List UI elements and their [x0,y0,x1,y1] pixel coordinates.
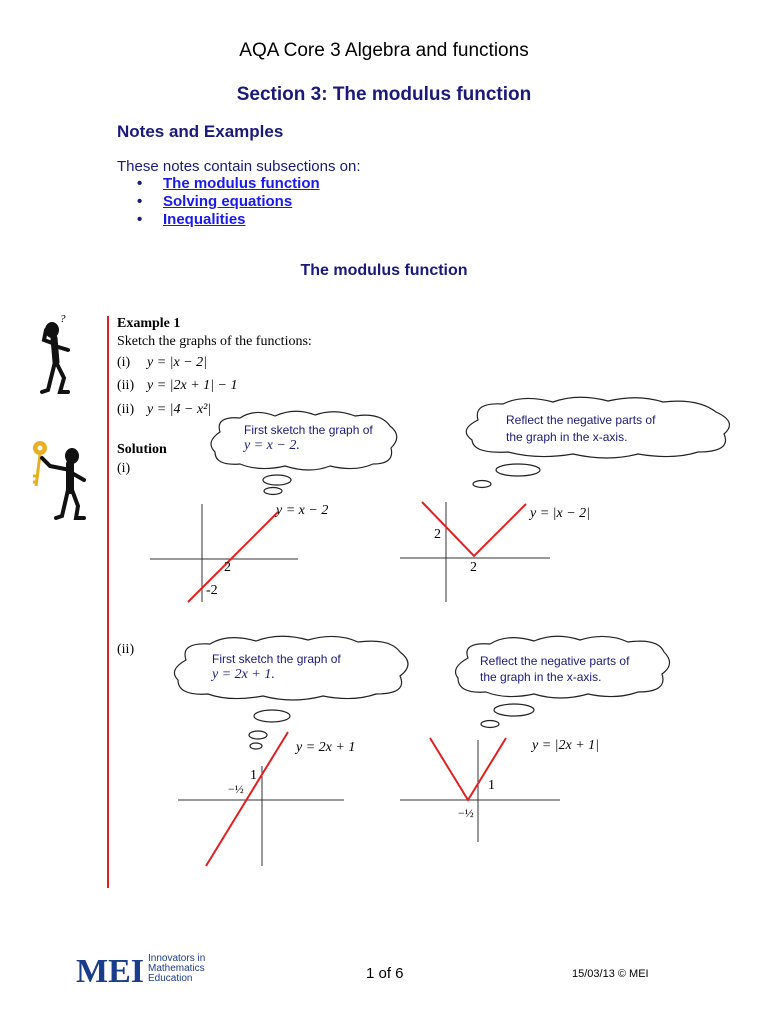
part-expression: y = |x − 2| [147,355,208,370]
toc-item[interactable] [163,175,320,193]
part-row [117,355,207,371]
svg-text:?: ? [60,313,66,325]
part-label: (ii) [117,402,135,417]
logo-tagline-line: Innovators in [148,953,206,964]
example-intro: Sketch the graphs of the functions: [117,334,312,349]
margin-rule [107,316,109,888]
thinking-figure-icon [34,312,86,396]
graph-3-x-intercept: −½ [228,782,244,796]
part-label: (i) [117,355,131,370]
solution-heading: Solution [117,442,167,457]
cloud-2-line-1: Reflect the negative parts of [506,413,656,427]
mei-logo [76,952,146,986]
toc-item[interactable] [163,211,320,229]
graph-4-x-intercept: −½ [458,806,474,820]
part-label: (ii) [117,378,135,393]
graph-3-label: y = 2x + 1 [296,740,356,755]
toc-link-modulus[interactable]: The modulus function [163,175,320,192]
graph-2-y-intercept: 2 [434,527,441,542]
line-y-equals-2x-plus-1 [206,732,288,866]
logo-tagline-line: Education [148,973,193,984]
solution-part-ii-label: (ii) [117,642,135,657]
footer-date: 15/03/13 © MEI [572,968,649,980]
cloud-1-line-2: y = x − 2. [244,438,300,453]
toc-link-inequalities[interactable]: Inequalities [163,211,246,228]
table-of-contents [117,175,320,229]
part-row [117,402,211,418]
key-figure-icon [28,436,92,520]
thought-cloud-2 [458,396,742,492]
cloud-4-line-2: the graph in the x-axis. [480,670,602,684]
logo-letters: MEI [76,953,144,986]
subsection-title: The modulus function [300,262,468,279]
toc-link-equations[interactable]: Solving equations [163,193,293,210]
graph-3-y-intercept: 1 [250,768,257,783]
graph-1-x-intercept: 2 [224,560,231,575]
notes-heading: Notes and Examples [117,122,284,141]
intro-text: These notes contain subsections on: [117,158,361,175]
part-row [117,378,237,394]
page-number: 1 of 6 [366,965,404,982]
example-title: Example 1 [117,316,181,331]
logo-tagline [148,954,205,984]
graph-1-label: y = x − 2 [276,503,329,518]
cloud-2-line-2: the graph in the x-axis. [506,430,628,444]
section-title: Section 3: The modulus function [236,84,532,105]
document-title: AQA Core 3 Algebra and functions [239,40,529,61]
part-expression: y = |4 − x²| [147,402,212,417]
logo-tagline-line: Mathematics [148,963,205,974]
part-expression: y = |2x + 1| − 1 [147,378,238,393]
graph-2-label: y = |x − 2| [530,506,591,521]
graph-1-y-intercept: -2 [206,583,218,598]
cloud-1-line-1: First sketch the graph of [244,423,373,437]
toc-item[interactable] [163,193,320,211]
cloud-3-line-1: First sketch the graph of [212,652,341,666]
graph-2-x-intercept: 2 [470,560,477,575]
solution-part-i-label: (i) [117,461,131,476]
graph-4-label: y = |2x + 1| [532,738,600,753]
graph-4-y-intercept: 1 [488,778,495,793]
cloud-4-line-1: Reflect the negative parts of [480,654,630,668]
cloud-3-line-2: y = 2x + 1. [212,667,275,682]
